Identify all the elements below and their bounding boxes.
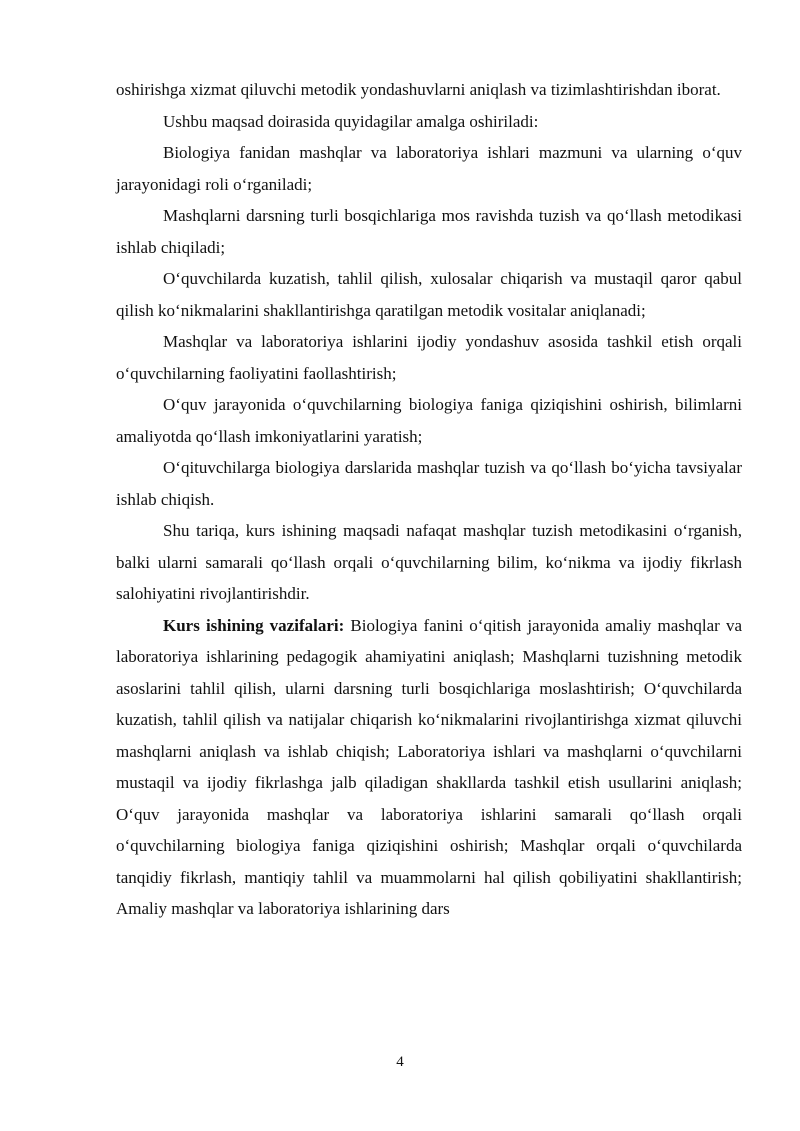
paragraph-item: Biologiya fanidan mashqlar va laboratoriya ishlari mazmuni va ularning o‘quv jarayonidagi roli o‘rganiladi;: [116, 143, 742, 194]
paragraph-item: Mashqlarni darsning turli bosqichlariga mos ravishda tuzish va qo‘llash metodikasi ishlab chiqiladi;: [116, 206, 742, 257]
paragraph-item: O‘quv jarayonida o‘quvchilarning biologiya faniga qiziqishini oshirish, bilimlarni amaliyotda qo‘llash imkoniyatlarini yaratish;: [116, 395, 742, 446]
paragraph-intro: Ushbu maqsad doirasida quyidagilar amalga oshiriladi:: [163, 111, 539, 131]
paragraph-tasks: [116, 610, 742, 925]
tasks-heading: Kurs ishining vazifalari:: [163, 615, 345, 635]
body-text: [116, 74, 742, 925]
paragraph-item: O‘quvchilarda kuzatish, tahlil qilish, xulosalar chiqarish va mustaqil qaror qabul qilish ko‘nikmalarini shakllantirishga qaratilgan metodik vositalar aniqlanadi;: [116, 269, 742, 320]
tasks-text: Biologiya fanini o‘qitish jarayonida amaliy mashqlar va laboratoriya ishlarining pedagogik ahamiyatini aniqlash; Mashqlarni tuzishning metodik asoslarini tahlil qilish, ularni darsning turli bosqichlariga moslashtirish; O‘quvchilarda kuzatish, tahlil qilish va natijalar chiqarish ko‘nikmalarini rivojlantirishga xizmat qiluvchi mashqlarni aniqlash va ishlab chiqish; Laboratoriya ishlari va mashqlarni o‘quvchilarni mustaqil va ijodiy fikrlashga jalb qiladigan shakllarda tashkil etish usullarini aniqlash; O‘quv jarayonida mashqlar va laboratoriya ishlarini samarali qo‘llash orqali o‘quvchilarning biologiya faniga qiziqishini oshirish; Mashqlar orqali o‘quvchilarda tanqidiy fikrlash, mantiqiy tahlil va muammolarni hal qilish qobiliyatini shakllantirish; Amaliy mashqlar va laboratoriya ishlarining dars: [116, 615, 742, 918]
paragraph-item: Mashqlar va laboratoriya ishlarini ijodiy yondashuv asosida tashkil etish orqali o‘quvchilarning faoliyatini faollashtirish;: [116, 332, 742, 383]
paragraph-continuation: oshirishga xizmat qiluvchi metodik yondashuvlarni aniqlash va tizimlashtirishdan iborat.: [116, 80, 721, 99]
paragraph-item: O‘qituvchilarga biologiya darslarida mashqlar tuzish va qo‘llash bo‘yicha tavsiyalar ishlab chiqish.: [116, 458, 742, 509]
page-number: 4: [396, 1054, 404, 1070]
paragraph-summary: Shu tariqa, kurs ishining maqsadi nafaqat mashqlar tuzish metodikasini o‘rganish, balki ularni samarali qo‘llash orqali o‘quvchilarning bilim, ko‘nikma va ijodiy fikrlash salohiyatini rivojlantirishdir.: [116, 521, 742, 603]
